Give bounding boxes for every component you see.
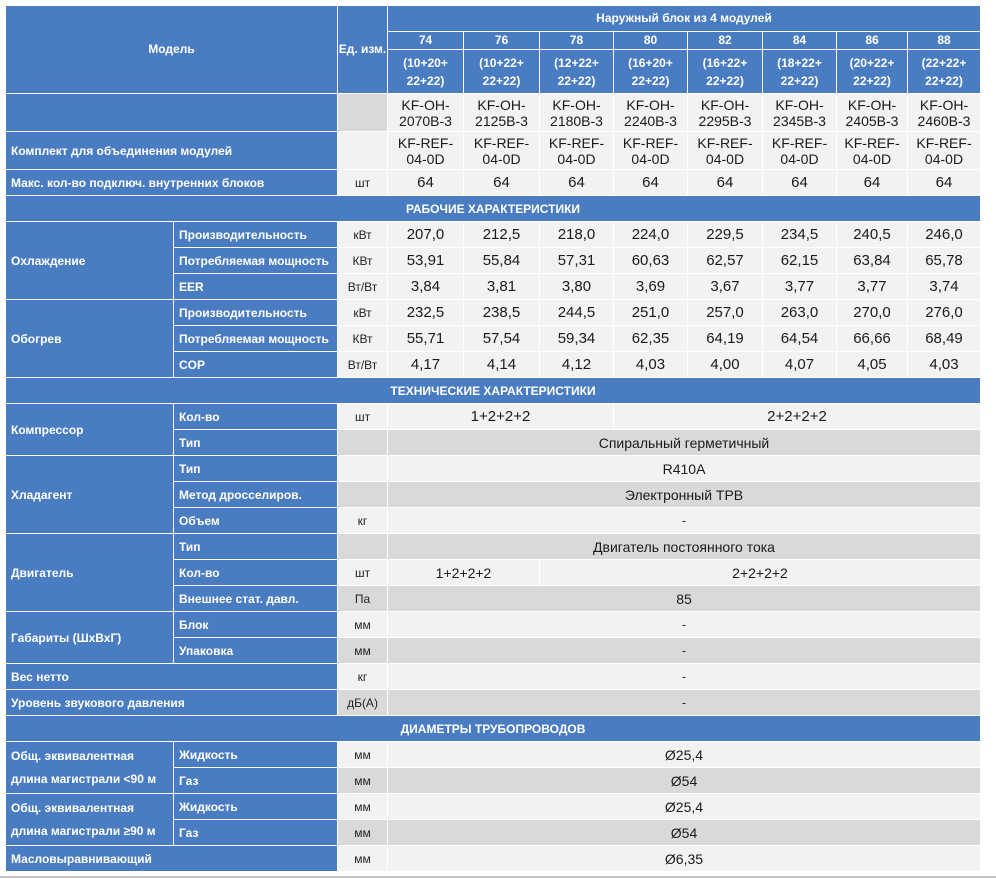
dimensions-label: Габариты (ШхВхГ) [6, 612, 174, 664]
sound-row [6, 690, 981, 716]
model-code-cell-line2: 2125B-3 [475, 112, 528, 129]
heating-label: Обогрев [6, 300, 174, 378]
section-performance: РАБОЧИЕ ХАРАКТЕРИСТИКИ [6, 196, 981, 222]
heating-cop-value: 4,03 [614, 352, 688, 378]
cooling-power-value: 53,91 [388, 248, 464, 274]
kit-code-cell-line1: KF-REF- [844, 134, 900, 151]
cooling-eer-value: 3,84 [388, 274, 464, 300]
unit-header: Ед. изм. [338, 6, 388, 94]
cooling-capacity-value: 212,5 [464, 222, 540, 248]
kit-code-cell-line2: 04-0D [852, 150, 892, 167]
heating-capacity-value: 263,0 [763, 300, 837, 326]
model-code-cell-line2: 2345B-3 [773, 112, 826, 129]
refrigerant-label: Хладагент [6, 456, 174, 534]
heating-cop-value: 4,05 [837, 352, 908, 378]
capacity-header-cell: 88 [908, 32, 981, 50]
kit-code-cell-line2: 04-0D [924, 150, 964, 167]
combination-header-cell-line1: (16+22+ [702, 55, 748, 70]
heating-cop-unit: Вт/Вт [338, 352, 388, 378]
max-indoor-value: 64 [614, 170, 688, 196]
cooling-power-value: 63,84 [837, 248, 908, 274]
combination-header-cell-line2: 22+22) [406, 73, 445, 88]
cooling-eer-value: 3,77 [763, 274, 837, 300]
compressor-qty-b: 2+2+2+2 [614, 404, 981, 430]
combination-header-cell-line1: (22+22+ [921, 55, 967, 70]
max-indoor-label: Макс. кол-во подключ. внутренних блоков [6, 170, 338, 196]
combination-header-cell [540, 50, 614, 94]
model-code-cell-line1: KF-OH- [700, 96, 750, 113]
kit-code-cell-line2: 04-0D [780, 150, 819, 167]
net-weight-label: Вес нетто [6, 664, 338, 690]
max-indoor-value: 64 [388, 170, 464, 196]
combination-header-cell [908, 50, 981, 94]
combination-header-cell-line1: (20+22+ [849, 55, 895, 70]
combination-header-cell [688, 50, 763, 94]
cooling-power-value: 60,63 [614, 248, 688, 274]
kit-code-cell-line2: 04-0D [406, 150, 445, 167]
model-code-cell [763, 94, 837, 132]
compressor-qty-row [6, 404, 981, 430]
kit-code-cell-line2: 04-0D [705, 150, 745, 167]
model-code-cell-line1: KF-OH- [919, 96, 969, 113]
cooling-capacity-row [6, 222, 981, 248]
pipes-long-gas-unit: мм [338, 820, 388, 846]
heating-power-unit: КВт [338, 326, 388, 352]
heating-power-label: Потребляемая мощность [174, 326, 338, 352]
kit-code-cell [688, 132, 763, 170]
section-technical: ТЕХНИЧЕСКИЕ ХАРАКТЕРИСТИКИ [6, 378, 981, 404]
heating-capacity-value: 257,0 [688, 300, 763, 326]
cooling-capacity-unit: кВт [338, 222, 388, 248]
dimensions-unit-unit: мм [338, 612, 388, 638]
kit-code-cell-line1: KF-REF- [397, 134, 454, 151]
kit-code-cell [464, 132, 540, 170]
model-code-cell [688, 94, 763, 132]
kit-code-cell [763, 132, 837, 170]
refrigerant-volume-label: Объем [174, 508, 338, 534]
model-code-cell-line1: KF-OH- [775, 96, 824, 113]
kit-code-cell-line1: KF-REF- [622, 134, 679, 151]
heating-cop-value: 4,03 [908, 352, 981, 378]
pipes-short-liquid-unit: мм [338, 742, 388, 768]
combination-header-cell-line2: 22+22) [853, 73, 891, 88]
refrigerant-method-label: Метод дросселиров. [174, 482, 338, 508]
combination-header-cell [614, 50, 688, 94]
dimensions-unit-row [6, 612, 981, 638]
pipes-long-liquid-row [6, 794, 981, 820]
combination-header-cell-line1: (10+20+ [403, 55, 448, 70]
dimensions-pack-value: - [388, 638, 981, 664]
heating-cop-value: 4,14 [464, 352, 540, 378]
compressor-type-unit [338, 430, 388, 456]
refrigerant-type-label: Тип [174, 456, 338, 482]
motor-qty-b: 2+2+2+2 [540, 560, 981, 586]
heating-capacity-value: 251,0 [614, 300, 688, 326]
compressor-label: Компрессор [6, 404, 174, 456]
heating-cop-label: COP [174, 352, 338, 378]
model-code-cell [837, 94, 908, 132]
refrigerant-type-value: R410A [388, 456, 981, 482]
cooling-capacity-value: 207,0 [388, 222, 464, 248]
combination-header-cell-line2: 22+22) [482, 73, 521, 88]
model-code-row [6, 94, 981, 132]
net-weight-value: - [388, 664, 981, 690]
cooling-eer-value: 3,77 [837, 274, 908, 300]
heating-power-value: 66,66 [837, 326, 908, 352]
combination-header-cell-line1: (16+20+ [628, 55, 673, 70]
motor-qty-unit: шт [338, 560, 388, 586]
pipes-short-liquid-value: Ø25,4 [388, 742, 981, 768]
pipes-short-label-line1: Общ. эквивалентная [11, 748, 135, 763]
cooling-capacity-label: Производительность [174, 222, 338, 248]
heating-capacity-label: Производительность [174, 300, 338, 326]
pipes-long-liquid-value: Ø25,4 [388, 794, 981, 820]
cooling-capacity-value: 218,0 [540, 222, 614, 248]
refrigerant-type-unit [338, 456, 388, 482]
capacity-header-cell: 86 [837, 32, 908, 50]
cooling-power-value: 62,15 [763, 248, 837, 274]
max-indoor-value: 64 [688, 170, 763, 196]
pipes-long-liquid-unit: мм [338, 794, 388, 820]
combination-header-cell-line2: 22+22) [706, 73, 744, 88]
net-weight-unit: кг [338, 664, 388, 690]
model-header: Модель [6, 6, 338, 94]
cooling-eer-value: 3,69 [614, 274, 688, 300]
heating-capacity-value: 244,5 [540, 300, 614, 326]
dimensions-pack-label: Упаковка [174, 638, 338, 664]
cooling-capacity-value: 224,0 [614, 222, 688, 248]
max-indoor-unit: шт [338, 170, 388, 196]
refrigerant-volume-unit: кг [338, 508, 388, 534]
pipes-long-label-line1: Общ. эквивалентная [11, 800, 135, 815]
kit-code-cell-line1: KF-REF- [916, 134, 972, 151]
model-code-cell-line2: 2405B-3 [845, 112, 899, 129]
compressor-qty-unit: шт [338, 404, 388, 430]
motor-label: Двигатель [6, 534, 174, 612]
heating-cop-value: 4,00 [688, 352, 763, 378]
capacity-header-cell: 80 [614, 32, 688, 50]
cooling-eer-unit: Вт/Вт [338, 274, 388, 300]
motor-pressure-label: Внешнее стат. давл. [174, 586, 338, 612]
combination-header-cell-line1: (18+22+ [777, 55, 822, 70]
kit-code-cell-line1: KF-REF- [473, 134, 530, 151]
model-code-cell-line1: KF-OH- [552, 96, 601, 113]
cooling-power-unit: КВт [338, 248, 388, 274]
capacity-header-cell: 74 [388, 32, 464, 50]
heating-capacity-unit: кВт [338, 300, 388, 326]
motor-type-row [6, 534, 981, 560]
max-indoor-value: 64 [763, 170, 837, 196]
pipes-short-label [6, 742, 174, 794]
kit-code-cell-line2: 04-0D [482, 150, 521, 167]
heating-power-value: 68,49 [908, 326, 981, 352]
pipes-long-label-line2: длина магистрали ≥90 м [11, 823, 156, 838]
pipes-short-gas-label: Газ [174, 768, 338, 794]
refrigerant-method-unit [338, 482, 388, 508]
model-code-cell-line1: KF-OH- [477, 96, 526, 113]
kit-code-cell-line2: 04-0D [557, 150, 596, 167]
combination-header-cell-line1: (10+22+ [479, 55, 524, 70]
pipes-short-gas-value: Ø54 [388, 768, 981, 794]
kit-unit [338, 132, 388, 170]
refrigerant-type-row [6, 456, 981, 482]
model-code-cell-line2: 2460B-3 [917, 112, 971, 129]
heating-cop-value: 4,12 [540, 352, 614, 378]
heating-capacity-value: 238,5 [464, 300, 540, 326]
model-code-cell-line2: 2240B-3 [624, 112, 677, 129]
pipes-short-label-line2: длина магистрали <90 м [11, 771, 157, 786]
pipes-long-label [6, 794, 174, 846]
sound-label: Уровень звукового давления [6, 690, 338, 716]
heating-power-value: 57,54 [464, 326, 540, 352]
heating-capacity-value: 276,0 [908, 300, 981, 326]
cooling-eer-value: 3,67 [688, 274, 763, 300]
combination-header-cell-line2: 22+22) [631, 73, 670, 88]
model-code-cell [614, 94, 688, 132]
motor-type-value: Двигатель постоянного тока [388, 534, 981, 560]
max-indoor-value: 64 [540, 170, 614, 196]
cooling-eer-value: 3,80 [540, 274, 614, 300]
heating-cop-value: 4,17 [388, 352, 464, 378]
spec-table [5, 5, 981, 872]
kit-label: Комплект для объединения модулей [6, 132, 338, 170]
compressor-qty-label: Кол-во [174, 404, 338, 430]
cooling-capacity-value: 246,0 [908, 222, 981, 248]
max-indoor-value: 64 [464, 170, 540, 196]
max-indoor-value: 64 [837, 170, 908, 196]
heating-power-value: 59,34 [540, 326, 614, 352]
heating-capacity-row [6, 300, 981, 326]
capacity-header-cell: 76 [464, 32, 540, 50]
heating-capacity-value: 270,0 [837, 300, 908, 326]
cooling-power-value: 57,31 [540, 248, 614, 274]
cooling-eer-value: 3,74 [908, 274, 981, 300]
kit-code-cell [540, 132, 614, 170]
oil-balance-row [6, 846, 981, 872]
motor-qty-label: Кол-во [174, 560, 338, 586]
heating-cop-value: 4,07 [763, 352, 837, 378]
oil-balance-label: Масловыравнивающий [6, 846, 338, 872]
compressor-type-label: Тип [174, 430, 338, 456]
cropped-footnote-strip [0, 873, 996, 879]
cooling-power-value: 55,84 [464, 248, 540, 274]
pipes-short-liquid-label: Жидкость [174, 742, 338, 768]
dimensions-unit-label: Блок [174, 612, 338, 638]
kit-code-cell [908, 132, 981, 170]
heating-power-value: 64,54 [763, 326, 837, 352]
heating-power-value: 64,19 [688, 326, 763, 352]
capacity-header-cell: 82 [688, 32, 763, 50]
cooling-power-value: 65,78 [908, 248, 981, 274]
max-indoor-value: 64 [908, 170, 981, 196]
refrigerant-method-value: Электронный ТРВ [388, 482, 981, 508]
kit-row [6, 132, 981, 170]
kit-code-cell-line1: KF-REF- [771, 134, 828, 151]
pipes-long-liquid-label: Жидкость [174, 794, 338, 820]
kit-code-cell [388, 132, 464, 170]
heating-capacity-value: 232,5 [388, 300, 464, 326]
compressor-qty-a: 1+2+2+2 [388, 404, 614, 430]
oil-balance-value: Ø6,35 [388, 846, 981, 872]
model-code-cell-line2: 2295B-3 [698, 112, 752, 129]
model-code-cell-line1: KF-OH- [401, 96, 450, 113]
pipes-short-gas-unit: мм [338, 768, 388, 794]
heating-power-value: 55,71 [388, 326, 464, 352]
combination-header-cell-line2: 22+22) [925, 73, 963, 88]
kit-code-cell [614, 132, 688, 170]
kit-code-cell-line1: KF-REF- [697, 134, 753, 151]
motor-qty-a: 1+2+2+2 [388, 560, 540, 586]
kit-code-cell [837, 132, 908, 170]
pipes-long-gas-value: Ø54 [388, 820, 981, 846]
model-code-unit-blank [338, 94, 388, 132]
combination-header-cell [464, 50, 540, 94]
motor-pressure-value: 85 [388, 586, 981, 612]
heating-power-value: 62,35 [614, 326, 688, 352]
model-code-cell [908, 94, 981, 132]
motor-pressure-unit: Па [338, 586, 388, 612]
combination-header-cell [388, 50, 464, 94]
cooling-capacity-value: 229,5 [688, 222, 763, 248]
kit-code-cell-line2: 04-0D [631, 150, 670, 167]
model-code-blank [6, 94, 338, 132]
net-weight-row [6, 664, 981, 690]
combination-header-cell [837, 50, 908, 94]
model-code-cell [388, 94, 464, 132]
motor-type-label: Тип [174, 534, 338, 560]
model-code-cell-line1: KF-OH- [847, 96, 897, 113]
cooling-label: Охлаждение [6, 222, 174, 300]
model-code-cell-line1: KF-OH- [626, 96, 675, 113]
model-code-cell-line2: 2180B-3 [550, 112, 603, 129]
compressor-type-value: Спиральный герметичный [388, 430, 981, 456]
model-code-cell [540, 94, 614, 132]
refrigerant-volume-value: - [388, 508, 981, 534]
model-code-cell-line2: 2070B-3 [399, 112, 452, 129]
capacity-header-cell: 84 [763, 32, 837, 50]
capacity-header-cell: 78 [540, 32, 614, 50]
sound-value: - [388, 690, 981, 716]
cooling-power-value: 62,57 [688, 248, 763, 274]
cooling-eer-value: 3,81 [464, 274, 540, 300]
oil-balance-unit: мм [338, 846, 388, 872]
section-pipes: ДИАМЕТРЫ ТРУБОПРОВОДОВ [6, 716, 981, 742]
pipes-long-gas-label: Газ [174, 820, 338, 846]
combination-header-cell-line1: (12+22+ [554, 55, 599, 70]
cooling-capacity-value: 234,5 [763, 222, 837, 248]
model-code-cell [464, 94, 540, 132]
cooling-eer-label: EER [174, 274, 338, 300]
sound-unit: дБ(А) [338, 690, 388, 716]
pipes-short-liquid-row [6, 742, 981, 768]
motor-type-unit [338, 534, 388, 560]
combination-header-cell-line2: 22+22) [780, 73, 819, 88]
cooling-capacity-value: 240,5 [837, 222, 908, 248]
cooling-power-label: Потребляемая мощность [174, 248, 338, 274]
combination-header-cell [763, 50, 837, 94]
combination-header-cell-line2: 22+22) [557, 73, 596, 88]
dimensions-pack-unit: мм [338, 638, 388, 664]
kit-code-cell-line1: KF-REF- [548, 134, 605, 151]
dimensions-unit-value: - [388, 612, 981, 638]
max-indoor-row [6, 170, 981, 196]
group-title: Наружный блок из 4 модулей [388, 6, 981, 32]
